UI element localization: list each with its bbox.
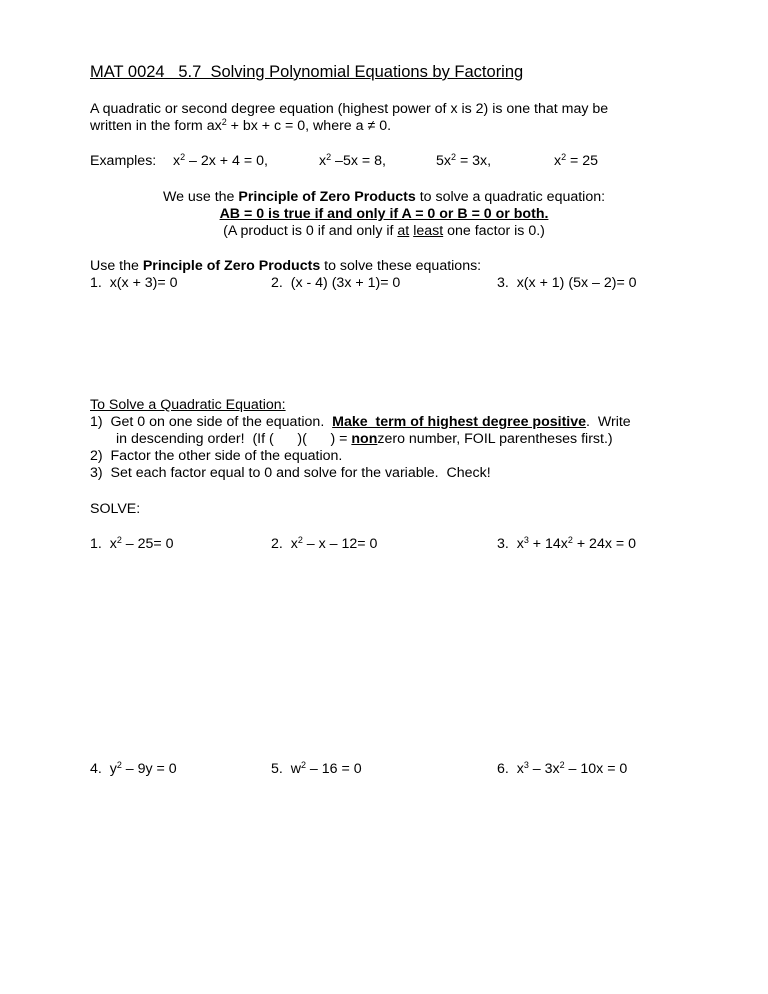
exponent: 2	[221, 117, 227, 127]
principle-term: Principle of Zero Products	[238, 189, 416, 205]
problem-text: 3. x	[497, 536, 524, 552]
intro-text: + bx + c = 0, where a	[226, 118, 368, 134]
examples-label: Examples:	[90, 153, 157, 169]
problem-text: – x – 12= 0	[302, 536, 378, 552]
step-3: 3) Set each factor equal to 0 and solve for the variable. Check!	[90, 465, 491, 481]
heading-text: Use the	[90, 258, 143, 274]
solve-problem	[90, 761, 177, 778]
not-equal-symbol: ≠	[367, 118, 376, 134]
example-item	[319, 153, 386, 170]
page-title: MAT 0024 5.7 Solving Polynomial Equations by Factoring	[90, 63, 524, 81]
step-text: in descending order! (If ( )( ) =	[116, 431, 352, 447]
solve-label: SOLVE:	[90, 501, 141, 517]
problem-item: 3. x(x + 1) (5x – 2)= 0	[497, 275, 637, 291]
example-base: x	[319, 153, 327, 169]
problem-text: 4. y	[90, 761, 117, 777]
problem-item: 1. x(x + 3)= 0	[90, 275, 178, 291]
problem-text: – 9y = 0	[121, 761, 177, 777]
intro-line-2	[90, 118, 391, 135]
exponent: 3	[523, 535, 529, 545]
example-rest: = 3x,	[456, 153, 492, 169]
heading-text: to solve these equations:	[320, 258, 482, 274]
problem-text: 5. w	[271, 761, 301, 777]
emphasis-at: at	[397, 223, 410, 239]
problem-text: + 14x	[528, 536, 568, 552]
problem-text: – 25= 0	[121, 536, 174, 552]
solve-problem	[271, 536, 377, 553]
solve-problem	[90, 536, 174, 553]
problem-item: 2. (x - 4) (3x + 1)= 0	[271, 275, 401, 291]
example-base: x	[554, 153, 562, 169]
example-base: x	[173, 153, 181, 169]
example-item	[554, 153, 598, 170]
steps-heading: To Solve a Quadratic Equation:	[90, 397, 286, 413]
step-emphasis: Make term of highest degree positive	[332, 414, 587, 430]
example-rest: – 2x + 4 = 0,	[185, 153, 268, 169]
exponent: 2	[561, 152, 567, 162]
step-2: 2) Factor the other side of the equation.	[90, 448, 343, 464]
exponent: 2	[300, 760, 306, 770]
principle-statement: AB = 0 is true if and only if A = 0 or B = 0 or both.	[219, 206, 549, 222]
solve-problem	[271, 761, 362, 778]
principle-text: We use the	[162, 189, 239, 205]
principle-explanation	[0, 223, 768, 240]
step-text: 1) Get 0 on one side of the equation.	[90, 414, 333, 430]
example-base: 5x	[436, 153, 451, 169]
problem-text: 6. x	[497, 761, 524, 777]
principle-text: one factor is 0.)	[443, 223, 545, 239]
intro-text: written in the form ax	[90, 118, 222, 134]
exponent: 3	[523, 760, 529, 770]
step-emphasis: non	[351, 431, 378, 447]
intro-text: 0.	[375, 118, 392, 134]
emphasis-least: least	[413, 223, 444, 239]
problem-text: 2. x	[271, 536, 298, 552]
exponent: 2	[116, 760, 122, 770]
example-item	[173, 153, 268, 170]
step-1	[90, 414, 631, 431]
principle-term: Principle of Zero Products	[142, 258, 321, 274]
example-rest: –5x = 8,	[331, 153, 386, 169]
problem-text: – 10x = 0	[564, 761, 628, 777]
solve-problem	[497, 761, 627, 778]
step-text: . Write	[586, 414, 631, 430]
exponent: 2	[180, 152, 186, 162]
principle-text: (A product is 0 if and only if	[223, 223, 398, 239]
solve-problem	[497, 536, 636, 553]
problem-text: 1. x	[90, 536, 117, 552]
exponent: 2	[559, 760, 565, 770]
principle-line-1	[0, 189, 768, 206]
problem-text: – 3x	[528, 761, 560, 777]
exponent: 2	[297, 535, 303, 545]
step-1-continued	[116, 431, 613, 448]
example-item	[436, 153, 491, 170]
step-text: zero number, FOIL parentheses first.)	[377, 431, 613, 447]
example-rest: = 25	[566, 153, 599, 169]
intro-line-1: A quadratic or second degree equation (highest power of x is 2) is one that may be	[90, 101, 609, 117]
exponent: 2	[116, 535, 122, 545]
problem-text: – 16 = 0	[305, 761, 362, 777]
use-principle-heading	[90, 258, 481, 275]
exponent: 2	[450, 152, 456, 162]
exponent: 2	[326, 152, 332, 162]
problem-text: + 24x = 0	[572, 536, 636, 552]
principle-text: to solve a quadratic equation:	[415, 189, 606, 205]
exponent: 2	[567, 535, 573, 545]
